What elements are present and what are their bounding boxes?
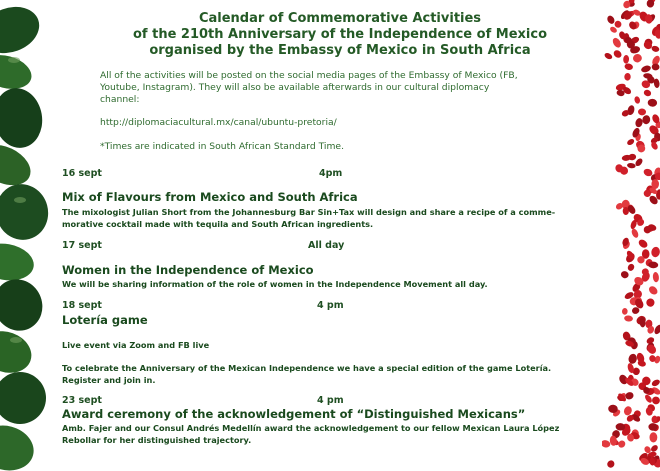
event-4-title: Award ceremony of the acknowledgement of “Distinguished Mexicans” [62,407,526,421]
green-chili-border [0,0,52,471]
event-3-title: Lotería game [62,313,148,327]
event-1-time: 4pm [319,168,343,179]
event-3-desc-line-2: To celebrate the Anniversary of the Mexican Independence we have a special edition of the game Lotería. [62,363,552,373]
event-4-time: 4 pm [317,395,344,406]
page-title-line-3: organised by the Embassy of Mexico in South Africa [149,43,531,58]
event-3-date: 18 sept [62,300,102,311]
event-2-date: 17 sept [62,240,102,251]
event-4-desc-line-1: Amb. Fajer and our Consul Andrés Medellín award the acknowledgement to our fellow Mexican Laura López [62,423,560,433]
event-3-desc-line-1: Live event via Zoom and FB live [62,340,210,350]
event-1-title: Mix of Flavours from Mexico and South Africa [62,190,358,204]
page-title-line-1: Calendar of Commemorative Activities [198,11,482,26]
event-3-desc-line-3: Register and join in. [62,375,156,385]
intro-line-3: channel: [100,94,140,105]
channel-url-link[interactable]: http://diplomaciacultural.mx/canal/ubuntu-pretoria/ [100,117,337,128]
event-2-title: Women in the Independence of Mexico [62,263,314,277]
page-title-line-2: of the 210th Anniversary of the Independence of Mexico [133,27,547,42]
intro-line-1: All of the activities will be posted on the social media pages of the Embassy of Mexico (FB, [100,70,518,81]
event-2-desc-line-1: We will be sharing information of the role of women in the Independence Movement all day. [62,279,488,289]
pomegranate-seeds-border [602,0,660,471]
event-4-date: 23 sept [62,395,102,406]
event-1-date: 16 sept [62,168,102,179]
event-4-desc-line-2: Rebollar for her distinguished trajectory. [62,435,252,445]
event-1-desc-line-2: morative cocktail made with tequila and South African ingredients. [62,219,374,229]
event-3-time: 4 pm [317,300,344,311]
intro-line-2: Youtube, Instagram). They will also be available afterwards in our cultural diplomacy [100,82,490,93]
timezone-note: *Times are indicated in South African Standard Time. [100,141,344,152]
event-1-desc-line-1: The mixologist Julian Short from the Johannesburg Bar Sin+Tax will design and share a recipe of a comme- [62,207,556,217]
event-2-time: All day [308,240,345,251]
